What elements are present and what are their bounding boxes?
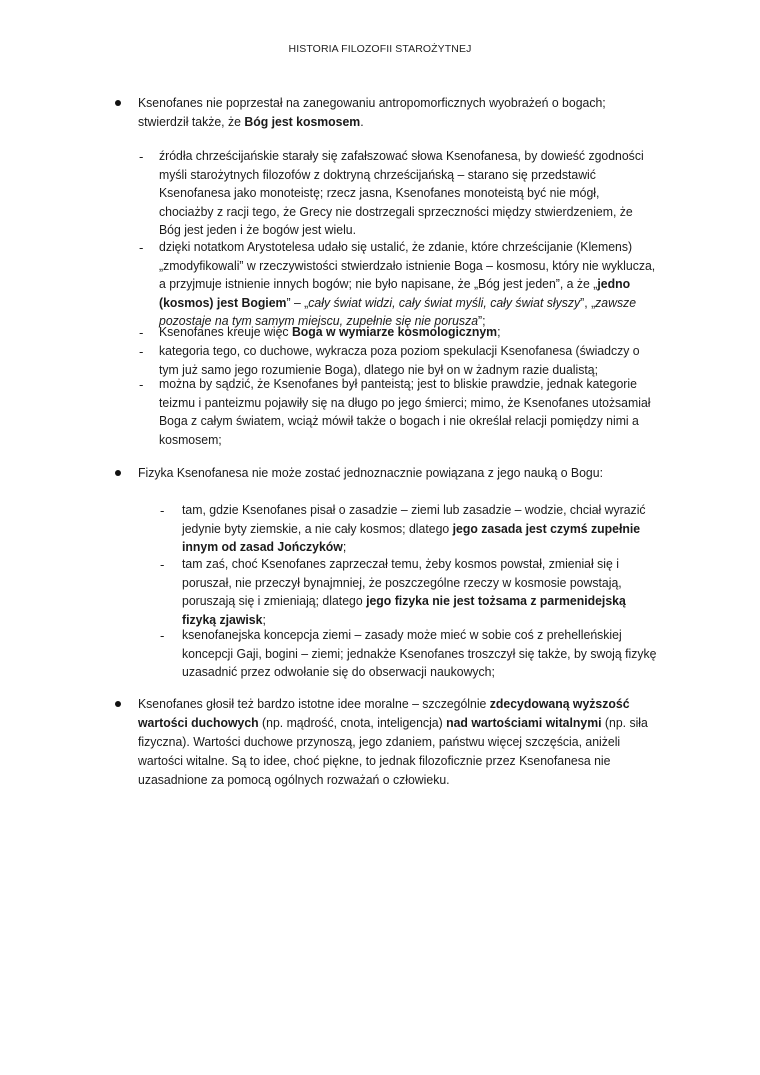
text-line: [159, 275, 661, 294]
text-run: Bóg jest jeden i że bogów jest wielu.: [159, 222, 357, 238]
text-run: ” – „: [286, 294, 309, 310]
text-line: [182, 574, 666, 593]
text-line: [182, 538, 666, 557]
text-line: [159, 431, 661, 450]
dash-marker: -: [139, 377, 144, 392]
text-run: Ksenofanes kreuje więc: [159, 324, 292, 339]
text-line: [138, 770, 659, 789]
page-header: HISTORIA FILOZOFII STAROŻYTNEJ: [288, 43, 472, 55]
text-run: można by sądzić, że Ksenofanes był panteistą; jest to bliskie prawdzie, jednak kategorie: [159, 376, 637, 391]
dash-marker: -: [139, 325, 144, 340]
section-3-text: [138, 694, 659, 789]
text-run: (np. siła: [601, 715, 648, 730]
text-line: [159, 412, 661, 431]
text-run: Fizyka Ksenofanesa nie może zostać jednoznacznie powiązana z jego nauką o Bogu:: [138, 465, 603, 480]
text-line: [138, 713, 659, 732]
text-line: [138, 732, 659, 751]
section-1-item-2: [159, 238, 661, 331]
text-run: źródła chrześcijańskie starały się zafałszować słowa Ksenofanesa, by dowieść zgodności: [159, 148, 644, 163]
bullet-icon: [115, 701, 121, 707]
text-run: pozostaje na tym samym miejscu, zupełnie się nie porusza: [159, 313, 479, 329]
text-run: Ksenofanes głosił też bardzo istotne idee moralne – szczególnie: [138, 696, 490, 711]
text-run: kategoria tego, co duchowe, wykracza poza poziom spekulacji Ksenofanesa (świadczy o: [159, 343, 640, 358]
text-run: jego fizyka nie jest tożsama z parmenidejską: [366, 593, 626, 609]
text-line: [159, 342, 661, 361]
text-run: teizmu i panteizmu pojawiły się na długo po jego śmierci; mimo, że Ksenofanes utożsamiał: [159, 394, 651, 410]
text-run: kosmosem;: [159, 431, 222, 447]
text-run: ;: [262, 611, 266, 627]
text-line: [159, 147, 661, 166]
text-run: poruszał, nie przeczył bynajmniej, że poszczególne rzeczy w kosmosie powstają,: [182, 574, 622, 590]
text-run: wartości witalne. Są to idee, choć piękne, to jednak filozoficznie przez Ksenofanesa nie: [138, 753, 611, 768]
text-run: ;: [497, 324, 501, 339]
text-run: Bóg jest kosmosem: [244, 114, 361, 129]
text-line: [159, 294, 661, 313]
text-run: Ksenofanes nie poprzestał na zanegowaniu antropomorficznych wyobrażeń o bogach;: [138, 95, 606, 110]
text-run: fizyczna). Wartości duchowe przynoszą, jego zdaniem, państwu więcej szczęścia, aniżeli: [138, 734, 621, 749]
text-line: [138, 694, 659, 713]
text-line: [182, 555, 666, 574]
text-line: [182, 520, 666, 539]
text-line: [138, 93, 622, 112]
text-run: chociażby z racji tego, że Grecy nie dostrzegali sprzeczności między stwierdzeniem, że: [159, 203, 633, 219]
section-1-item-4: [159, 342, 661, 379]
text-run: koncepcji Gaji, bogini – ziemi; jednakże Ksenofanes troszczył się także, by swoją fizykę: [182, 645, 657, 661]
text-run: ksenofanejska koncepcja ziemi – zasady może mieć w sobie coś z prehelleńskiej: [182, 627, 622, 642]
text-run: Ksenofanesa jako monoteistę; rzecz jasna, Ksenofanes monoteistą być nie mógł,: [159, 185, 600, 201]
section-2-text: [138, 463, 659, 482]
text-run: tam zaś, choć Ksenofanes zaprzeczał temu, żeby kosmos powstał, zmieniał się i: [182, 556, 619, 571]
text-run: stwierdził także, że: [138, 114, 245, 129]
text-line: [182, 626, 684, 645]
text-run: .: [360, 114, 364, 129]
text-run: jedynie byty ziemskie, a nie cały kosmos; dlatego: [182, 520, 453, 536]
text-run: (kosmos) jest Bogiem: [159, 294, 287, 310]
text-run: uzasadnione za pomocą ogólnych rozważań o człowieku.: [138, 772, 450, 787]
text-run: zawsze: [595, 294, 637, 310]
text-run: fizyką zjawisk: [182, 611, 263, 627]
text-run: ”;: [478, 313, 486, 329]
text-line: [159, 166, 661, 185]
text-line: [159, 257, 661, 276]
section-1-text: [138, 93, 622, 131]
text-run: Boga w wymiarze kosmologicznym: [291, 324, 498, 339]
text-line: [138, 751, 659, 770]
text-run: cały świat widzi, cały świat myśli, cały świat słyszy: [308, 294, 581, 310]
dash-marker: -: [160, 503, 165, 518]
text-line: [182, 592, 666, 611]
text-run: jedno: [597, 276, 631, 292]
text-run: zdecydowaną wyższość: [489, 696, 630, 711]
bullet-icon: [115, 100, 121, 106]
text-run: tym już samo jego rozumienie Boga), dlatego nie był on w żadnym razie dualistą;: [159, 361, 599, 377]
section-1-item-3: [159, 323, 661, 342]
dash-marker: -: [139, 240, 144, 255]
text-run: a przyjmuje istnienie innych bogów; nie było napisane, że „Bóg jest jeden”, a że „: [159, 276, 598, 292]
text-run: Boga z całym światem, wciąż mówił także o bogach i nie określał relacji pomiędzy nimi a: [159, 413, 639, 429]
text-line: [159, 323, 661, 342]
bullet-icon: [115, 470, 121, 476]
section-2-item-2: [182, 555, 666, 629]
text-run: nad wartościami witalnymi: [446, 715, 602, 730]
section-2-item-1: [182, 501, 666, 557]
section-1-item-1: [159, 147, 661, 240]
text-run: wartości duchowych: [138, 715, 259, 730]
text-run: ”, „: [580, 294, 596, 310]
text-run: tam, gdzie Ksenofanes pisał o zasadzie – ziemi lub zasadzie – wodzie, chciał wyrazić: [182, 502, 646, 517]
dash-marker: -: [139, 149, 144, 164]
text-run: uzasadnić przez odwołanie się do obserwacji naukowych;: [182, 664, 495, 680]
dash-marker: -: [139, 344, 144, 359]
text-line: [159, 184, 661, 203]
text-run: innym od zasad Jończyków: [182, 539, 343, 555]
text-line: [138, 463, 659, 482]
text-run: poruszają się i zmieniają; dlatego: [182, 593, 367, 609]
text-line: [159, 375, 661, 394]
text-line: [138, 112, 622, 131]
dash-marker: -: [160, 557, 165, 572]
section-1-item-5: [159, 375, 661, 449]
dash-marker: -: [160, 628, 165, 643]
text-line: [182, 501, 666, 520]
text-run: jego zasada jest czymś zupełnie: [452, 520, 641, 536]
text-line: [159, 394, 661, 413]
text-run: myśli starożytnych filozofów z doktryną chrześcijańską – starano się przedstawić: [159, 166, 596, 182]
section-2-item-3: [182, 626, 684, 682]
text-line: [159, 238, 661, 257]
text-run: ;: [342, 539, 347, 555]
text-line: [182, 663, 684, 682]
text-run: (np. mądrość, cnota, inteligencja): [258, 715, 447, 730]
text-line: [159, 203, 661, 222]
text-run: dzięki notatkom Arystotelesa udało się ustalić, że zdanie, które chrześcijanie (Klemens): [159, 239, 633, 254]
text-run: „zmodyfikowali” w rzeczywistości stwierdzało istnienie Boga – kosmosu, który nie wyklucza,: [159, 257, 656, 273]
text-line: [182, 645, 684, 664]
